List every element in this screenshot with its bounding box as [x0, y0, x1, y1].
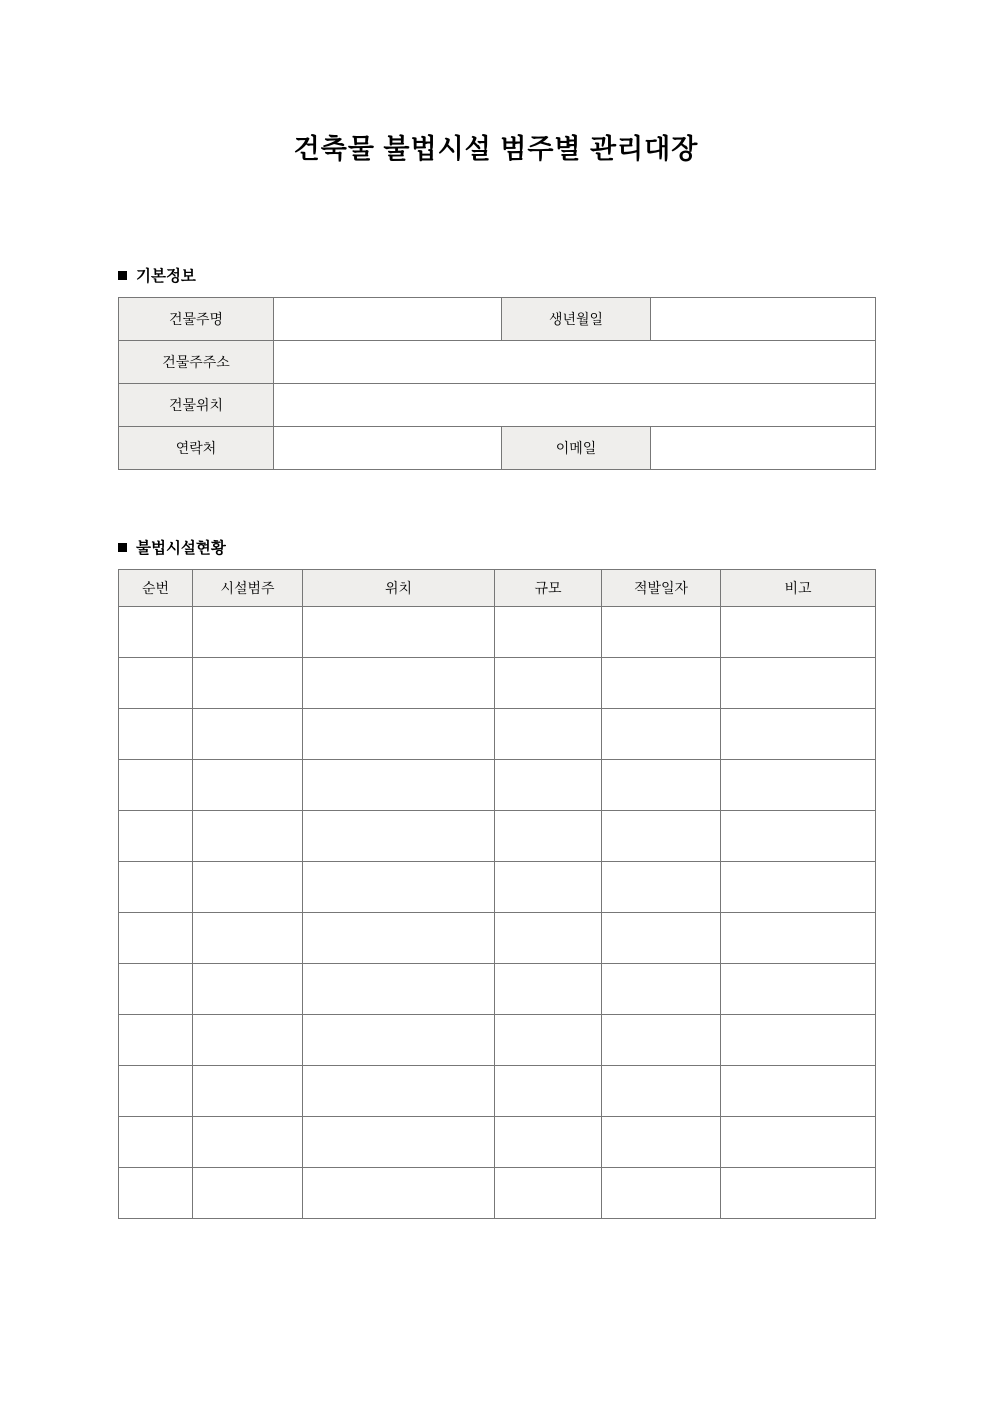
- cell-location[interactable]: [303, 913, 495, 964]
- table-row: [119, 658, 876, 709]
- cell-no[interactable]: [119, 1168, 193, 1219]
- cell-detection-date[interactable]: [602, 964, 721, 1015]
- basic-info-heading: [118, 264, 874, 286]
- column-header-remarks: 비고: [721, 570, 876, 607]
- cell-location[interactable]: [303, 709, 495, 760]
- cell-no[interactable]: [119, 811, 193, 862]
- owner-address-value[interactable]: [274, 341, 876, 384]
- square-bullet-icon: [118, 271, 127, 280]
- basic-info-table: [118, 297, 876, 470]
- cell-detection-date[interactable]: [602, 913, 721, 964]
- cell-category[interactable]: [193, 964, 303, 1015]
- cell-detection-date[interactable]: [602, 1168, 721, 1219]
- basic-info-section: [118, 264, 874, 470]
- cell-no[interactable]: [119, 658, 193, 709]
- cell-detection-date[interactable]: [602, 1066, 721, 1117]
- page-title: 건축물 불법시설 범주별 관리대장: [293, 134, 699, 164]
- illegal-facility-status-heading: [118, 536, 874, 558]
- table-row: [119, 1066, 876, 1117]
- table-header-row: [119, 570, 876, 607]
- cell-no[interactable]: [119, 1015, 193, 1066]
- cell-location[interactable]: [303, 658, 495, 709]
- cell-detection-date[interactable]: [602, 607, 721, 658]
- cell-category[interactable]: [193, 913, 303, 964]
- cell-no[interactable]: [119, 709, 193, 760]
- table-row: [119, 607, 876, 658]
- cell-location[interactable]: [303, 1015, 495, 1066]
- cell-category[interactable]: [193, 658, 303, 709]
- cell-no[interactable]: [119, 862, 193, 913]
- table-row: [119, 298, 876, 341]
- cell-no[interactable]: [119, 760, 193, 811]
- cell-category[interactable]: [193, 1015, 303, 1066]
- cell-category[interactable]: [193, 760, 303, 811]
- column-header-no: 순번: [119, 570, 193, 607]
- cell-scale[interactable]: [495, 1066, 602, 1117]
- cell-location[interactable]: [303, 862, 495, 913]
- column-header-location: 위치: [303, 570, 495, 607]
- cell-no[interactable]: [119, 1117, 193, 1168]
- cell-category[interactable]: [193, 1168, 303, 1219]
- cell-detection-date[interactable]: [602, 709, 721, 760]
- table-row: [119, 811, 876, 862]
- cell-category[interactable]: [193, 811, 303, 862]
- cell-remarks[interactable]: [721, 811, 876, 862]
- table-row: [119, 427, 876, 470]
- cell-remarks[interactable]: [721, 1117, 876, 1168]
- building-location-value[interactable]: [274, 384, 876, 427]
- table-row: [119, 1015, 876, 1066]
- cell-scale[interactable]: [495, 1168, 602, 1219]
- cell-scale[interactable]: [495, 658, 602, 709]
- cell-scale[interactable]: [495, 913, 602, 964]
- cell-remarks[interactable]: [721, 607, 876, 658]
- table-row: [119, 1117, 876, 1168]
- cell-no[interactable]: [119, 913, 193, 964]
- email-value[interactable]: [651, 427, 876, 470]
- building-location-label: 건물위치: [119, 384, 274, 427]
- illegal-facility-status-section: [118, 536, 874, 1219]
- birthdate-value[interactable]: [651, 298, 876, 341]
- cell-location[interactable]: [303, 964, 495, 1015]
- cell-detection-date[interactable]: [602, 1117, 721, 1168]
- cell-scale[interactable]: [495, 862, 602, 913]
- cell-no[interactable]: [119, 607, 193, 658]
- cell-remarks[interactable]: [721, 1168, 876, 1219]
- owner-address-label: 건물주주소: [119, 341, 274, 384]
- cell-no[interactable]: [119, 1066, 193, 1117]
- cell-scale[interactable]: [495, 760, 602, 811]
- basic-info-heading-label: 기본정보: [136, 268, 196, 286]
- table-row: [119, 709, 876, 760]
- cell-detection-date[interactable]: [602, 1015, 721, 1066]
- cell-scale[interactable]: [495, 607, 602, 658]
- cell-scale[interactable]: [495, 811, 602, 862]
- illegal-facility-status-heading-label: 불법시설현황: [136, 540, 226, 558]
- cell-location[interactable]: [303, 811, 495, 862]
- cell-remarks[interactable]: [721, 760, 876, 811]
- table-row: [119, 862, 876, 913]
- cell-no[interactable]: [119, 964, 193, 1015]
- cell-location[interactable]: [303, 1168, 495, 1219]
- cell-detection-date[interactable]: [602, 658, 721, 709]
- table-row: [119, 341, 876, 384]
- column-header-detection-date: 적발일자: [602, 570, 721, 607]
- cell-category[interactable]: [193, 709, 303, 760]
- cell-location[interactable]: [303, 1117, 495, 1168]
- cell-scale[interactable]: [495, 964, 602, 1015]
- cell-category[interactable]: [193, 1066, 303, 1117]
- cell-detection-date[interactable]: [602, 811, 721, 862]
- email-label: 이메일: [502, 427, 651, 470]
- cell-scale[interactable]: [495, 1015, 602, 1066]
- cell-remarks[interactable]: [721, 709, 876, 760]
- owner-name-value[interactable]: [274, 298, 502, 341]
- cell-detection-date[interactable]: [602, 862, 721, 913]
- table-row: [119, 384, 876, 427]
- table-row: [119, 913, 876, 964]
- cell-category[interactable]: [193, 862, 303, 913]
- table-row: [119, 760, 876, 811]
- cell-detection-date[interactable]: [602, 760, 721, 811]
- table-row: [119, 964, 876, 1015]
- illegal-facility-status-table: [118, 569, 876, 1219]
- cell-scale[interactable]: [495, 709, 602, 760]
- cell-category[interactable]: [193, 1117, 303, 1168]
- cell-scale[interactable]: [495, 1117, 602, 1168]
- table-row: [119, 1168, 876, 1219]
- birthdate-label: 생년월일: [502, 298, 651, 341]
- cell-location[interactable]: [303, 1066, 495, 1117]
- column-header-category: 시설범주: [193, 570, 303, 607]
- column-header-scale: 규모: [495, 570, 602, 607]
- cell-location[interactable]: [303, 760, 495, 811]
- cell-remarks[interactable]: [721, 1015, 876, 1066]
- cell-category[interactable]: [193, 607, 303, 658]
- contact-value[interactable]: [274, 427, 502, 470]
- contact-label: 연락처: [119, 427, 274, 470]
- owner-name-label: 건물주명: [119, 298, 274, 341]
- cell-remarks[interactable]: [721, 658, 876, 709]
- square-bullet-icon: [118, 543, 127, 552]
- cell-location[interactable]: [303, 607, 495, 658]
- cell-remarks[interactable]: [721, 1066, 876, 1117]
- cell-remarks[interactable]: [721, 913, 876, 964]
- cell-remarks[interactable]: [721, 862, 876, 913]
- cell-remarks[interactable]: [721, 964, 876, 1015]
